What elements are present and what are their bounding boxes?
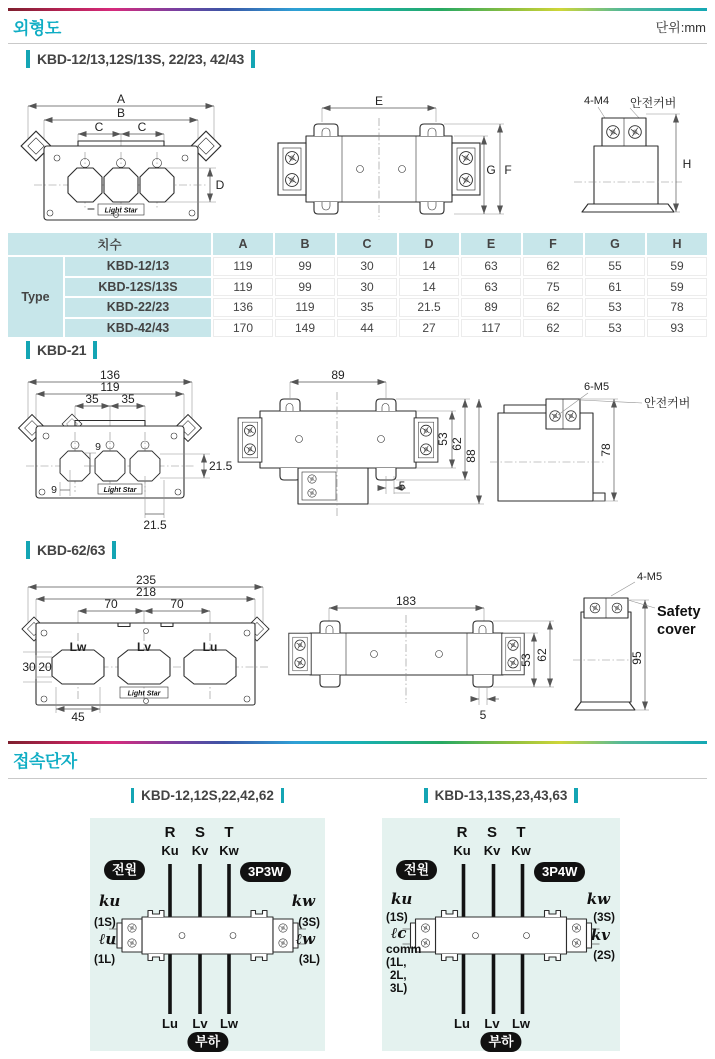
kbd62-front-view-drawing	[20, 571, 282, 737]
phase-label-s: S	[194, 824, 206, 841]
load-label-lw: Lw	[511, 1016, 531, 1031]
dim-label-g: G	[486, 163, 496, 177]
table-header-col: D	[399, 233, 459, 255]
panel-title-3p3w	[90, 788, 325, 803]
table-cell: 117	[461, 319, 521, 338]
section-title-text: KBD-12/13,12S/13S, 22/23, 42/43	[37, 51, 245, 67]
load-label-lv: Lv	[484, 1016, 500, 1031]
body-outline	[289, 615, 524, 703]
table-cell: 55	[585, 257, 645, 276]
source-badge: 전원	[104, 860, 145, 880]
terminal-diagram-3p4w	[382, 818, 620, 1051]
kbd12-front-view-drawing	[12, 92, 230, 232]
title-accent-bar	[26, 341, 30, 359]
hole-label-lv: Lv	[136, 640, 152, 654]
dim-label-9a: 9	[95, 441, 101, 453]
table-cell: 62	[523, 257, 583, 276]
dim-label-c1: C	[94, 120, 104, 134]
terminals-title: 접속단자	[13, 752, 77, 771]
wiring-badge: 3P4W	[534, 862, 585, 882]
screw-spec-label: 6-M5	[584, 381, 610, 393]
body-outline	[574, 118, 682, 212]
secondary-label-1l: (1L,	[386, 957, 407, 969]
phase-label-r: R	[456, 824, 468, 841]
table-row-group: Type	[8, 257, 63, 337]
dim-label-35a: 35	[85, 392, 99, 406]
title-accent-bar	[26, 50, 30, 68]
load-label-lv: Lv	[192, 1016, 208, 1031]
title-accent-bar	[93, 341, 97, 359]
table-model-cell: KBD-42/43	[65, 319, 211, 338]
title-accent-bar	[281, 788, 285, 803]
dimension-lines	[329, 608, 484, 624]
table-cell: 99	[275, 278, 335, 297]
load-badge: 부하	[187, 1032, 228, 1052]
dim-label-78: 78	[599, 443, 613, 457]
dim-label-136: 136	[99, 368, 121, 382]
terminal-label-ku: Ku	[161, 843, 179, 858]
page-title: 외형도	[13, 19, 61, 38]
table-cell: 119	[213, 278, 273, 297]
table-cell: 35	[337, 298, 397, 317]
phase-label-t: T	[516, 824, 526, 841]
dim-label-35b: 35	[121, 392, 135, 406]
section-title-kbd62	[26, 541, 116, 559]
dim-label-21-5r: 21.5	[209, 459, 233, 473]
dim-label-218: 218	[135, 585, 157, 599]
table-cell: 27	[399, 319, 459, 338]
hole-label-lu: Lu	[202, 640, 218, 654]
dim-label-53: 53	[519, 653, 533, 667]
load-label-lw: Lw	[219, 1016, 239, 1031]
brand-logo: Light Star	[127, 690, 161, 698]
table-cell: 89	[461, 298, 521, 317]
table-cell: 61	[585, 278, 645, 297]
phase-label-t: T	[224, 824, 234, 841]
secondary-label-ku: ku	[391, 890, 413, 908]
safety-cover-label-line1: Safety	[657, 604, 701, 620]
table-cell: 30	[337, 278, 397, 297]
divider	[8, 43, 707, 44]
dim-label-62: 62	[450, 437, 464, 451]
table-cell: 59	[647, 257, 707, 276]
secondary-label-kw: kw	[291, 892, 315, 910]
dim-label-89: 89	[331, 368, 345, 382]
hole-label-lw: Lw	[69, 640, 87, 654]
title-accent-bar	[424, 788, 428, 803]
panel-title-text: KBD-13,13S,23,43,63	[434, 788, 568, 803]
secondary-label-lc: ℓc	[391, 924, 407, 942]
dim-label-45: 45	[71, 710, 85, 724]
table-cell: 119	[275, 298, 335, 317]
table-header-col: G	[585, 233, 645, 255]
terminal-label-ku: Ku	[453, 843, 471, 858]
dimension-lines	[290, 382, 386, 398]
table-cell: 14	[399, 278, 459, 297]
source-badge: 전원	[396, 860, 437, 880]
table-model-cell: KBD-22/23	[65, 298, 211, 317]
terminal-label-kv: Kv	[191, 843, 209, 858]
body-outline	[238, 392, 438, 518]
kbd21-side-view-drawing	[244, 366, 489, 538]
table-cell: 99	[275, 257, 335, 276]
secondary-label-2l: 2L,	[390, 970, 407, 982]
table-cell: 63	[461, 278, 521, 297]
table-header-col: B	[275, 233, 335, 255]
terminal-label-kv: Kv	[483, 843, 501, 858]
title-accent-bar	[131, 788, 135, 803]
secondary-label-kw: kw	[586, 890, 610, 908]
section-accent-bar	[8, 741, 707, 744]
secondary-label-1s: (1S)	[94, 917, 116, 929]
panel-title-text: KBD-12,12S,22,42,62	[141, 788, 274, 803]
dim-label-h: H	[682, 157, 692, 171]
table-cell: 62	[523, 319, 583, 338]
kbd12-end-view-drawing	[550, 92, 708, 232]
brand-logo: Light Star	[103, 487, 137, 494]
phase-label-r: R	[164, 824, 176, 841]
table-header-col: H	[647, 233, 707, 255]
table-cell: 119	[213, 257, 273, 276]
table-cell: 44	[337, 319, 397, 338]
table-model-cell: KBD-12S/13S	[65, 278, 211, 297]
table-model-cell: KBD-12/13	[65, 257, 211, 276]
dim-label-62: 62	[535, 648, 549, 662]
kbd62-end-view-drawing	[573, 568, 715, 740]
table-cell: 14	[399, 257, 459, 276]
table-header-dim: 치수	[8, 233, 211, 255]
safety-cover-label-line2: cover	[657, 622, 696, 638]
terminal-label-kw: Kw	[219, 843, 239, 858]
dim-label-c2: C	[137, 120, 147, 134]
body-outline	[278, 118, 480, 220]
table-cell: 93	[647, 319, 707, 338]
leader-line	[628, 600, 655, 608]
load-label-lu: Lu	[162, 1016, 178, 1031]
terminal-label-kw: Kw	[511, 843, 531, 858]
section-title-text: KBD-62/63	[37, 542, 106, 558]
secondary-label-1l: (1L)	[94, 954, 116, 966]
dim-label-95: 95	[630, 651, 644, 665]
table-header-col: E	[461, 233, 521, 255]
leader-line	[580, 400, 642, 403]
table-cell: 63	[461, 257, 521, 276]
section-title-kbd21	[26, 341, 97, 359]
table-cell: 170	[213, 319, 273, 338]
dim-label-5: 5	[398, 479, 406, 493]
dim-label-a: A	[116, 92, 126, 106]
unit-label: 단위:mm	[655, 20, 706, 35]
secondary-label-comm: comm	[386, 942, 422, 956]
dim-label-53: 53	[436, 432, 450, 446]
dim-label-5: 5	[479, 708, 487, 722]
load-badge: 부하	[480, 1032, 521, 1052]
secondary-label-1s: (1S)	[386, 912, 408, 924]
title-accent-bar	[574, 788, 578, 803]
title-accent-bar	[26, 541, 30, 559]
secondary-label-3l: 3L)	[390, 983, 408, 995]
secondary-label-3l: (3L)	[298, 954, 320, 966]
load-label-lu: Lu	[454, 1016, 470, 1031]
dim-5	[471, 687, 499, 705]
dim-label-119: 119	[100, 380, 120, 394]
table-header-col: F	[523, 233, 583, 255]
secondary-label-3s: (3S)	[593, 912, 615, 924]
dim-label-30: 30	[22, 660, 36, 674]
section-title-text: KBD-21	[37, 342, 87, 358]
table-cell: 59	[647, 278, 707, 297]
table-cell: 149	[275, 319, 335, 338]
secondary-label-lu: ℓu	[99, 930, 117, 948]
phase-label-s: S	[486, 824, 498, 841]
dim-label-235: 235	[135, 573, 157, 587]
body-outline	[490, 399, 606, 501]
safety-cover-label: 안전커버	[630, 96, 677, 110]
dim-label-70a: 70	[104, 597, 118, 611]
table-cell: 30	[337, 257, 397, 276]
dim-label-b: B	[116, 106, 126, 120]
secondary-label-lw: ℓw	[295, 930, 315, 948]
brand-logo: Light Star	[104, 207, 138, 215]
title-accent-bar	[251, 50, 255, 68]
dim-label-21-5b: 21.5	[143, 518, 167, 532]
section-title-kbd12	[26, 50, 255, 68]
dim-label-9b: 9	[51, 484, 57, 496]
dim-label-70b: 70	[170, 597, 184, 611]
table-header-col: C	[337, 233, 397, 255]
dim-label-e: E	[374, 94, 384, 108]
table-cell: 78	[647, 298, 707, 317]
kbd62-side-view-drawing	[286, 571, 566, 737]
kbd21-end-view-drawing	[488, 366, 710, 538]
table-cell: 75	[523, 278, 583, 297]
secondary-label-2s: (2S)	[593, 950, 615, 962]
ct-wiring-drawing	[382, 818, 620, 1051]
table-cell: 53	[585, 319, 645, 338]
secondary-label-ku: ku	[99, 892, 121, 910]
secondary-label-3s: (3S)	[298, 917, 320, 929]
table-cell: 53	[585, 298, 645, 317]
screw-spec-label: 4-M5	[637, 571, 663, 583]
divider	[8, 778, 707, 779]
table-cell: 62	[523, 298, 583, 317]
title-accent-bar	[112, 541, 116, 559]
table-cell: 136	[213, 298, 273, 317]
dim-label-20: 20	[38, 660, 52, 674]
dim-label-f: F	[504, 163, 512, 177]
dim-label-88: 88	[464, 449, 478, 463]
safety-cover-label: 안전커버	[644, 396, 691, 410]
dim-label-d: D	[215, 178, 225, 192]
table-cell: 21.5	[399, 298, 459, 317]
leader-line	[611, 582, 635, 596]
dim-label-183: 183	[395, 594, 417, 608]
secondary-label-kv: kv	[590, 926, 610, 944]
section-accent-bar	[8, 8, 707, 11]
kbd21-front-view-drawing	[14, 366, 242, 534]
wiring-badge: 3P3W	[240, 862, 291, 882]
screw-spec-label: 4-M4	[584, 95, 610, 107]
body-outline	[19, 414, 202, 498]
table-header-col: A	[213, 233, 273, 255]
terminal-diagram-3p3w	[90, 818, 325, 1051]
kbd12-side-view-drawing	[258, 92, 514, 232]
dimensions-table	[8, 233, 707, 337]
panel-title-3p4w	[382, 788, 620, 803]
